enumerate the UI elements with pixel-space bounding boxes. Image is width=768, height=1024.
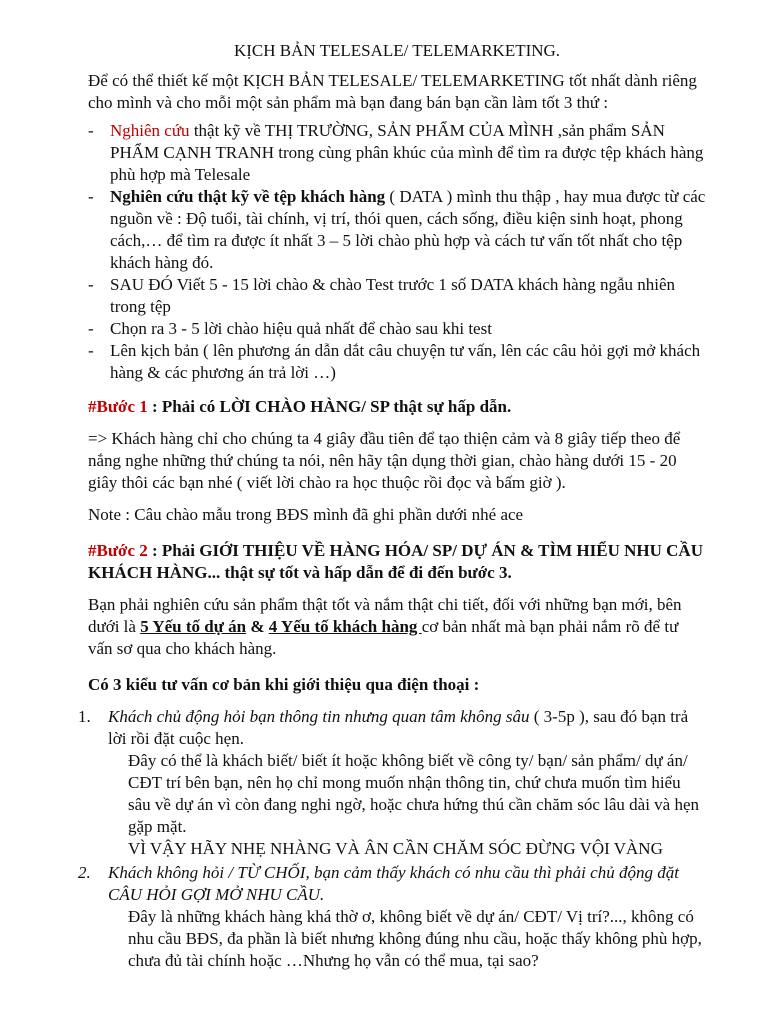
list-item-text: ( DATA ) mình thu thập , hay mua được từ các nguồn về : Độ tuổi, tài chính, vị trí, thói quen, cách sống, điều kiện sinh hoạt, phong cách,… để tìm ra được ít nhất 3 – 5 lời chào phù hợp và cách tư vấn tốt nhất cho tệp khách hàng đó. <box>110 187 706 272</box>
list-item <box>78 706 706 860</box>
body-text: Bạn phải nghiên cứu sản phẩm thật tốt và nắm thật chi tiết, đối với những bạn mới, bên dưới là <box>88 595 682 636</box>
step1-heading <box>88 396 706 418</box>
list-number: 2. <box>78 863 91 882</box>
list-item <box>88 186 706 274</box>
underlined-text: 4 Yếu tố khách hàng <box>268 617 422 636</box>
style-detail: Đây có thể là khách biết/ biết ít hoặc không biết về công ty/ bạn/ sản phẩm/ dự án/ CĐT trí bên bạn, nên họ chỉ mong muốn nhận thông tin, chứ chưa muốn tìm hiểu sâu về dự án vì còn đang nghi ngờ, hoặc chưa hứng thú cần chăm sóc lâu dài và hẹn gặp mặt. <box>128 751 700 836</box>
styles-heading: Có 3 kiểu tư vấn cơ bản khi giới thiệu qua điện thoại : <box>88 675 480 694</box>
step1-note: Note : Câu chào mẫu trong BĐS mình đã ghi phần dưới nhé ace <box>88 505 524 524</box>
list-item: - Chọn ra 3 - 5 lời chào hiệu quả nhất để chào sau khi test <box>88 318 706 340</box>
list-item <box>88 120 706 186</box>
document-title: KỊCH BẢN TELESALE/ TELEMARKETING. <box>233 41 561 60</box>
highlight-text: Nghiên cứu <box>110 121 190 140</box>
style-caps: VÌ VẬY HÃY NHẸ NHÀNG VÀ ÂN CẦN CHĂM SÓC ĐỪNG VỘI VÀNG <box>128 839 663 858</box>
prep-list <box>88 120 706 384</box>
body-text: & <box>246 617 269 636</box>
step2-body <box>88 594 706 660</box>
list-item <box>78 862 706 972</box>
body-text: cơ bản nhất mà bạn phải nắm rõ để tư vấn sơ qua cho khách hàng. <box>88 617 679 658</box>
bold-text: Nghiên cứu thật kỹ về tệp khách hàng <box>110 187 386 206</box>
list-item-text: thật kỹ về THỊ TRƯỜNG, SẢN PHẨM CỦA MÌNH ,sản phẩm SẢN PHẨM CẠNH TRANH trong cùng phân khúc của mình để tìm ra được tệp khách hàng phù hợp mà Telesale <box>110 121 704 184</box>
italic-text: Khách chủ động hỏi bạn thông tin nhưng quan tâm không sâu <box>108 707 530 726</box>
step1-body: => Khách hàng chỉ cho chúng ta 4 giây đầu tiên để tạo thiện cảm và 8 giây tiếp theo để nắng nghe những thứ chúng ta nói, nên hãy tận dụng thời gian, chào hàng dưới 15 - 20 giây thôi các bạn nhé ( viết lời chào ra học thuộc rồi đọc và bấm giờ ). <box>88 429 681 492</box>
list-item: - SAU ĐÓ Viết 5 - 15 lời chào & chào Test trước 1 số DATA khách hàng ngẫu nhiên trong tệp <box>88 274 706 318</box>
step-heading-text: : Phải GIỚI THIỆU VỀ HÀNG HÓA/ SP/ DỰ ÁN & TÌM HIỂU NHU CẦU KHÁCH HÀNG... thật sự tốt và hấp dẫn để đi đến bước 3. <box>88 541 703 582</box>
intro-paragraph: Để có thể thiết kế một KỊCH BẢN TELESALE/ TELEMARKETING tốt nhất dành riêng cho mình và cho mỗi một sản phẩm mà bạn đang bán bạn cần làm tốt 3 thứ : <box>88 71 697 112</box>
list-item: - Lên kịch bản ( lên phương án dẫn dắt câu chuyện tư vấn, lên các câu hỏi gợi mở khách hàng & các phương án trả lời …) <box>88 340 706 384</box>
italic-text: Khách không hỏi / TỪ CHỐI, bạn cảm thấy khách có nhu cầu thì phải chủ động đặt CÂU HỎI GỢI MỞ NHU CẦU. <box>108 863 679 904</box>
styles-list <box>78 706 706 972</box>
step-label: #Bước 2 <box>88 541 148 560</box>
underlined-text: 5 Yếu tố dự án <box>140 617 247 636</box>
style-detail: Đây là những khách hàng khá thờ ơ, không biết về dự án/ CĐT/ Vị trí?..., không có nhu cầu BĐS, đa phần là biết nhưng không đúng nhu cầu, hoặc thấy không phù hợp, chưa đủ tài chính hoặc …Nhưng họ vẫn có thể mua, tại sao? <box>128 907 702 970</box>
step2-heading <box>88 540 706 584</box>
step-label: #Bước 1 <box>88 397 148 416</box>
body-text: ( 3-5p ), sau đó bạn trả lời rồi đặt cuộc hẹn. <box>108 707 689 748</box>
list-number: 1. <box>78 707 91 726</box>
step-heading-text: : Phải có LỜI CHÀO HÀNG/ SP thật sự hấp dẫn. <box>147 397 512 416</box>
